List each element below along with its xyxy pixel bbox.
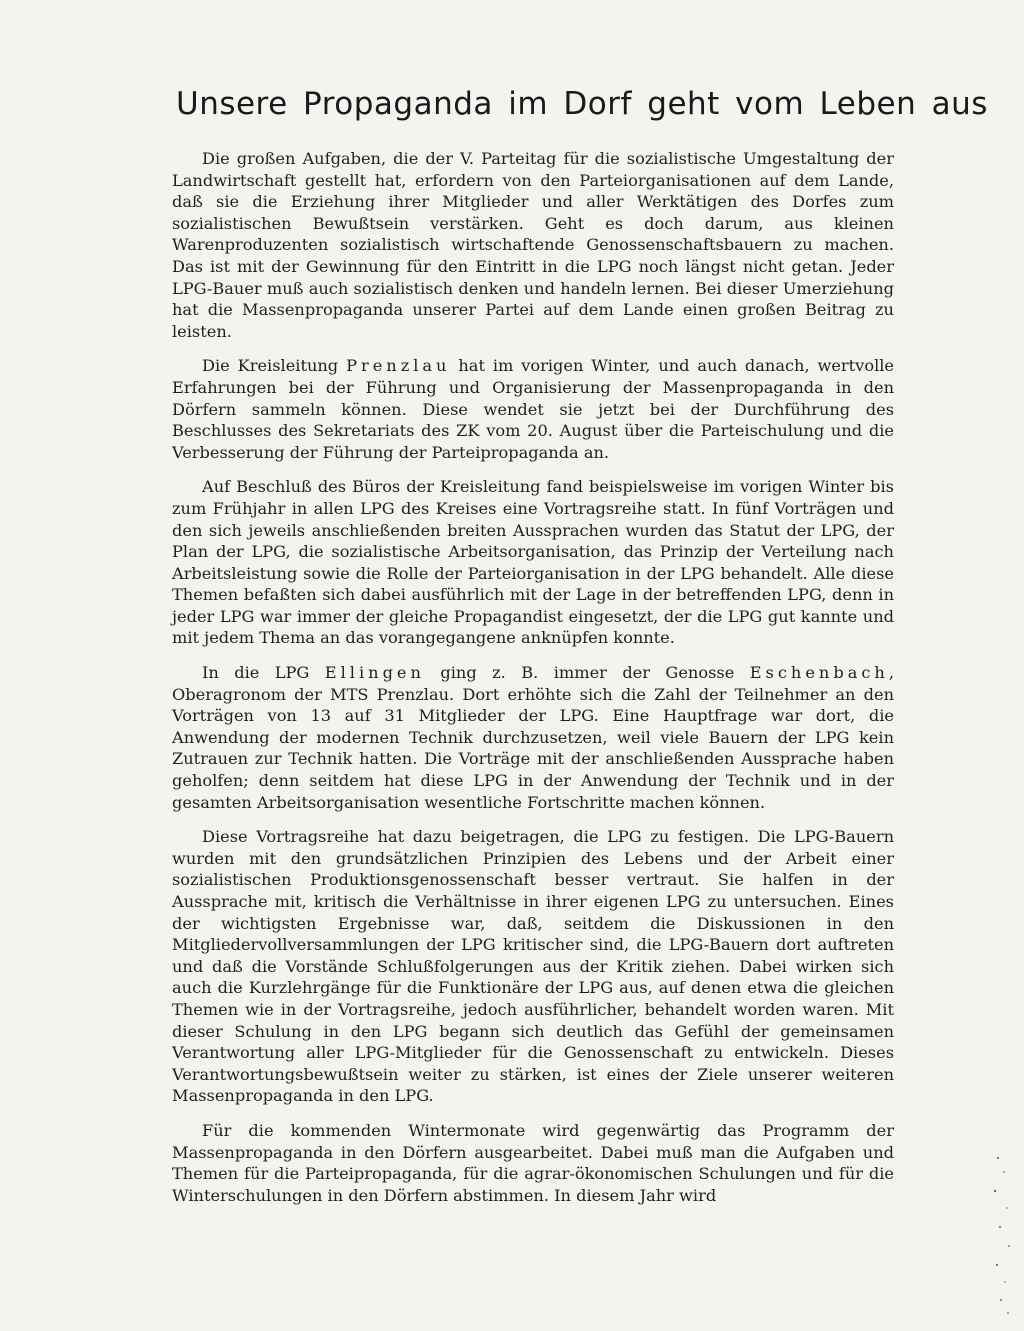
place-name-ellingen: Ellingen (324, 663, 425, 683)
speck (997, 1157, 999, 1159)
place-name-prenzlau: Prenzlau (346, 356, 451, 376)
paragraph-4-text-end: , Oberagronom der MTS Prenzlau. Dort erhöhte sich die Zahl der Teilnehmer an den Vorträgen von 13 auf 31 Mitglieder der LPG. Eine Hauptfrage war dort, die Anwendung der modernen Technik durchzusetzen, weil viele Bauern der LPG kein Zutrauen zur Technik hatten. Die Vorträge mit der anschließenden Aussprache haben geholfen; denn seitdem hat diese LPG in der Anwendung der Technik und in der gesamten Arbeitsorganisation wesentliche Fortschritte machen können. (172, 663, 895, 812)
paragraph-1: Die großen Aufgaben, die der V. Parteitag für die sozialistische Umgestaltung der Landwirtschaft gestellt hat, erfordern von den Parteiorganisationen auf dem Lande, daß sie die Erziehung ihrer Mitglieder und aller Werktätigen des Dorfes zum sozialistischen Bewußtsein verstärken. Geht es doch darum, aus kleinen Warenproduzenten sozialistisch wirtschaftende Genossenschaftsbauern zu machen. Das ist mit der Gewinnung für den Eintritt in die LPG noch längst nicht getan. Jeder LPG-Bauer muß auch sozialistisch denken und handeln lernen. Bei dieser Umerziehung hat die Massenpropaganda unserer Partei auf dem Lande einen großen Beitrag zu leisten. (172, 149, 894, 341)
scan-specks (978, 1150, 1014, 1320)
paragraph-4-text-middle: ging z. B. immer der Genosse (424, 663, 750, 683)
paragraph-4-text-start: In die LPG (202, 663, 325, 683)
paragraph-6: Für die kommenden Wintermonate wird gegenwärtig das Programm der Massenpropaganda in den Dörfern ausgearbeitet. Dabei muß man die Aufgaben und Themen für die Parteipropaganda, für die agrar-ökonomischen Schulungen und für die Winterschulungen in den Dörfern abstimmen. In diesem Jahr wird (172, 1120, 894, 1205)
speck (1003, 1171, 1005, 1173)
speck (994, 1190, 996, 1192)
paragraph-2 (172, 355, 894, 463)
speck (999, 1226, 1001, 1228)
paragraph-5: Diese Vortragsreihe hat dazu beigetragen, die LPG zu festigen. Die LPG-Bauern wurden mit den grundsätzlichen Prinzipien des Lebens und der Arbeit einer sozialistischen Produktionsgenossenschaft besser vertraut. Sie halfen in der Aussprache mit, kritisch die Verhältnisse in ihrer eigenen LPG zu untersuchen. Eines der wichtigsten Ergebnisse war, daß, seitdem die Diskussionen in den Mitgliedervollversammlungen der LPG kritischer sind, die LPG-Bauern dort auftreten und daß die Vorstände Schlußfolgerungen aus der Kritik ziehen. Dabei wirken sich auch die Kurzlehrgänge für die Funktionäre der LPG aus, auf denen etwa die gleichen Themen wie in der Vortragsreihe, jedoch ausführlicher, behandelt worden waren. Mit dieser Schulung in den LPG begann sich deutlich das Gefühl der gemeinsamen Verantwortung aller LPG-Mitglieder für die Genossenschaft zu entwickeln. Dieses Verantwortungsbewußtsein weiter zu stärken, ist eines der Ziele unserer weiteren Massenpropaganda in den LPG. (172, 827, 894, 1106)
speck (1004, 1281, 1006, 1283)
person-name-eschenbach: Eschenbach (749, 663, 889, 683)
speck (1006, 1207, 1008, 1209)
speck (1000, 1299, 1002, 1301)
speck (1008, 1245, 1010, 1247)
paragraph-4 (172, 662, 894, 813)
article-body (172, 148, 894, 1206)
paragraph-3: Auf Beschluß des Büros der Kreisleitung fand beispielsweise im vorigen Winter bis zum Frühjahr in allen LPG des Kreises eine Vortragsreihe statt. In fünf Vorträgen und den sich jeweils anschließenden breiten Aussprachen wurden das Statut der LPG, der Plan der LPG, die sozialistische Arbeitsorganisation, das Prinzip der Verteilung nach Arbeitsleistung sowie die Rolle der Parteiorganisation in der LPG behandelt. Alle diese Themen befaßten sich dabei ausführlich mit der Lage in der betreffenden LPG, denn in jeder LPG war immer der gleiche Propagandist eingesetzt, der die LPG gut kannte und mit jedem Thema an das vorangegangene anknüpfen konnte. (172, 477, 894, 648)
paragraph-2-text-start: Die Kreisleitung (202, 356, 347, 376)
speck (996, 1264, 998, 1266)
speck (1007, 1312, 1009, 1314)
article-title: Unsere Propaganda im Dorf geht vom Leben aus (176, 86, 988, 122)
paragraph-2-text-end: hat im vorigen Winter, und auch danach, wertvolle Erfahrungen bei der Führung und Organisierung der Massenpropaganda in den Dörfern sammeln können. Diese wendet sie jetzt bei der Durchführung des Beschlusses des Sekretariats des ZK vom 20. August über die Parteischulung und die Verbesserung der Führung der Parteipropaganda an. (172, 356, 894, 462)
